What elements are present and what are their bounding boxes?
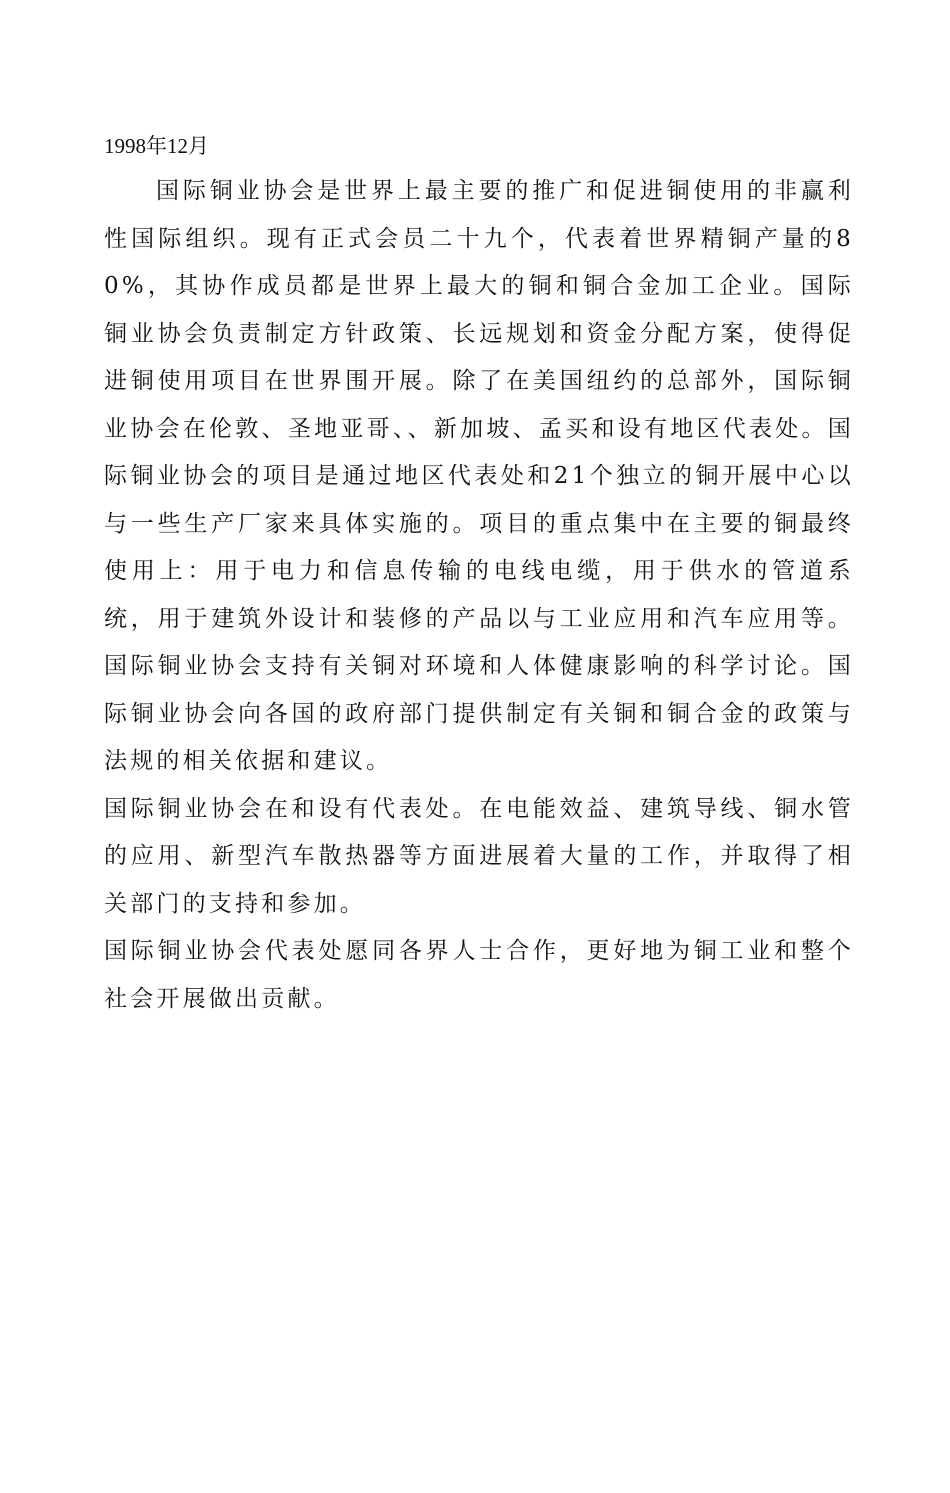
- document-date: 1998年12月: [104, 134, 209, 158]
- paragraph-cooperation: 国际铜业协会代表处愿同各界人士合作，更好地为铜工业和整个社会开展做出贡献。: [104, 938, 854, 1012]
- document-body: [104, 130, 854, 1023]
- paragraph-offices: 国际铜业协会在和设有代表处。在电能效益、建筑导线、铜水管的应用、新型汽车散热器等方面进展着大量的工作，并取得了相关部门的支持和参加。: [104, 795, 854, 917]
- paragraph-intro: 国际铜业协会是世界上最主要的推广和促进铜使用的非赢利性国际组织。现有正式会员二十九个，代表着世界精铜产量的80%，其协作成员都是世界上最大的铜和铜合金加工企业。国际铜业协会负责制定方针政策、长远规划和资金分配方案，使得促进铜使用项目在世界围开展。除了在美国纽约的总部外，国际铜业协会在伦敦、圣地亚哥、、新加坡、孟买和设有地区代表处。国际铜业协会的项目是通过地区代表处和21个独立的铜开展中心以与一些生产厂家来具体实施的。项目的重点集中在主要的铜最终使用上：用于电力和信息传输的电线电缆，用于供水的管道系统，用于建筑外设计和装修的产品以与工业应用和汽车应用等。国际铜业协会支持有关铜对环境和人体健康影响的科学讨论。国际铜业协会向各国的政府部门提供制定有关铜和铜合金的政策与法规的相关依据和建议。: [104, 178, 854, 774]
